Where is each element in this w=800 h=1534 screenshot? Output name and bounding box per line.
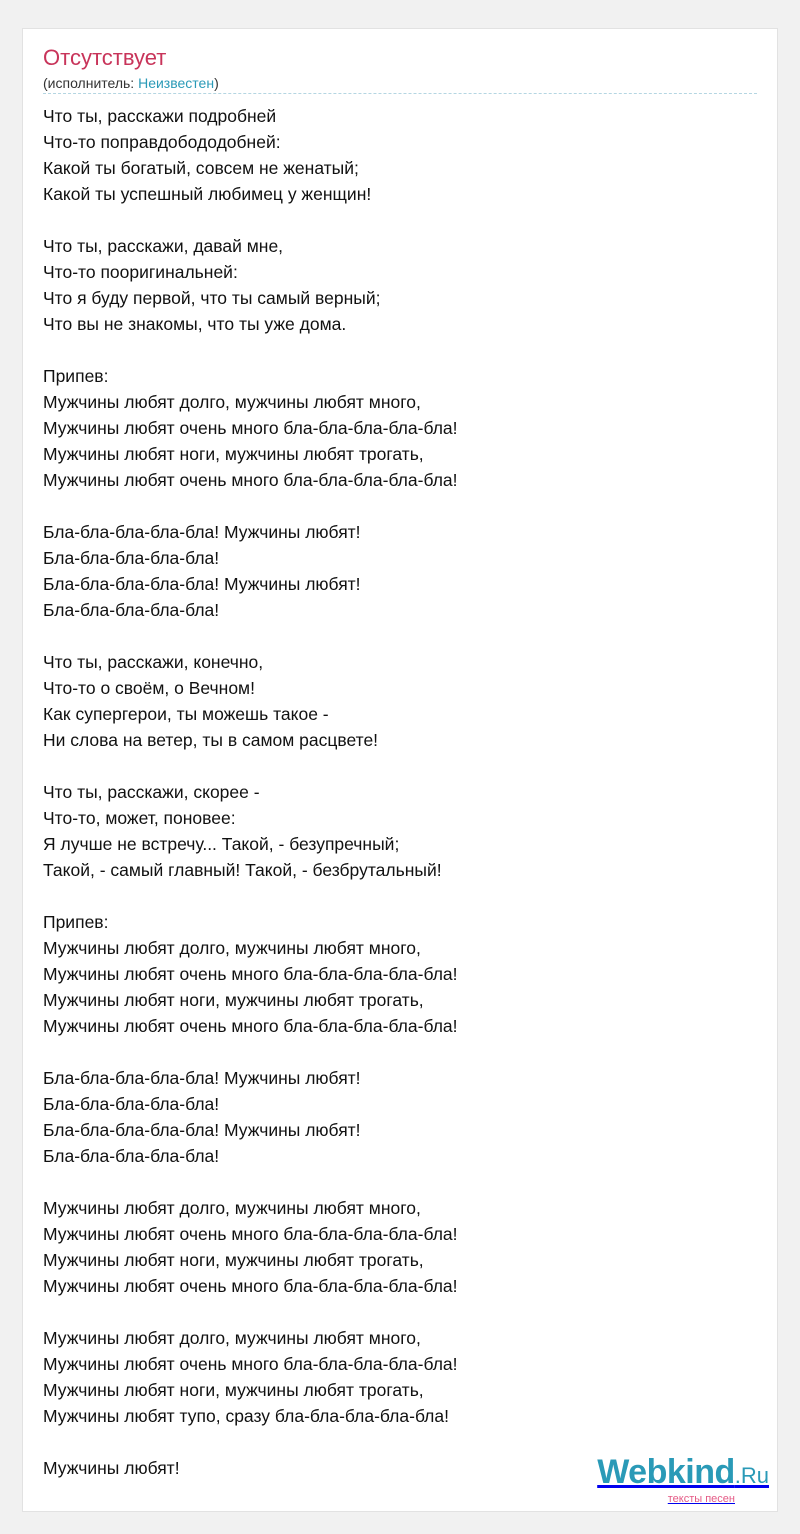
lyrics-line: Бла-бла-бла-бла-бла! bbox=[43, 600, 220, 620]
lyrics-stanza bbox=[43, 1325, 759, 1429]
lyrics-line: Мужчины любят тупо, сразу бла-бла-бла-бла-бла! bbox=[43, 1406, 449, 1426]
lyrics-line: Что ты, расскажи, конечно, bbox=[43, 652, 264, 672]
title-divider bbox=[43, 93, 757, 94]
artist-line bbox=[43, 74, 219, 92]
lyrics-line: Как супергерои, ты можешь такое - bbox=[43, 704, 329, 724]
artist-suffix: ) bbox=[214, 75, 219, 91]
lyrics-line: Что-то о своём, о Вечном! bbox=[43, 678, 255, 698]
lyrics-line: Какой ты успешный любимец у женщин! bbox=[43, 184, 372, 204]
lyrics-line: Бла-бла-бла-бла-бла! Мужчины любят! bbox=[43, 1068, 361, 1088]
logo-wordmark bbox=[579, 1455, 769, 1493]
lyrics-line: Мужчины любят очень много бла-бла-бла-бла-бла! bbox=[43, 1276, 458, 1296]
site-logo[interactable] bbox=[579, 1455, 769, 1503]
song-title: Отсутствует bbox=[43, 45, 167, 70]
lyrics-line: Мужчины любят ноги, мужчины любят трогать, bbox=[43, 990, 424, 1010]
lyrics-line: Что я буду первой, что ты самый верный; bbox=[43, 288, 381, 308]
lyrics-line: Мужчины любят ноги, мужчины любят трогать, bbox=[43, 444, 424, 464]
lyrics-line: Бла-бла-бла-бла-бла! Мужчины любят! bbox=[43, 1120, 361, 1140]
lyrics-stanza bbox=[43, 363, 759, 493]
lyrics-stanza bbox=[43, 1195, 759, 1299]
lyrics-stanza bbox=[43, 649, 759, 753]
lyrics-line: Мужчины любят долго, мужчины любят много, bbox=[43, 1328, 421, 1348]
lyrics-line: Что-то поправдобододобней: bbox=[43, 132, 281, 152]
lyrics-line: Какой ты богатый, совсем не женатый; bbox=[43, 158, 359, 178]
lyrics-line: Мужчины любят очень много бла-бла-бла-бла-бла! bbox=[43, 1016, 458, 1036]
lyrics-line: Что ты, расскажи, давай мне, bbox=[43, 236, 284, 256]
lyrics-card bbox=[22, 28, 778, 1512]
lyrics-text bbox=[43, 103, 759, 1481]
lyrics-line: Мужчины любят очень много бла-бла-бла-бла-бла! bbox=[43, 1354, 458, 1374]
lyrics-line: Что вы не знакомы, что ты уже дома. bbox=[43, 314, 347, 334]
lyrics-stanza bbox=[43, 233, 759, 337]
artist-link[interactable]: Неизвестен bbox=[138, 75, 215, 91]
lyrics-line: Что-то пооригинальней: bbox=[43, 262, 238, 282]
lyrics-stanza bbox=[43, 909, 759, 1039]
lyrics-line: Мужчины любят долго, мужчины любят много, bbox=[43, 392, 421, 412]
logo-word: Webkind bbox=[597, 1453, 735, 1491]
lyrics-line: Мужчины любят очень много бла-бла-бла-бла-бла! bbox=[43, 964, 458, 984]
lyrics-stanza bbox=[43, 1065, 759, 1169]
lyrics-line: Мужчины любят очень много бла-бла-бла-бла-бла! bbox=[43, 1224, 458, 1244]
lyrics-line: Мужчины любят долго, мужчины любят много, bbox=[43, 938, 421, 958]
lyrics-line: Что ты, расскажи подробней bbox=[43, 106, 277, 126]
lyrics-line: Припев: bbox=[43, 912, 109, 932]
lyrics-line: Бла-бла-бла-бла-бла! bbox=[43, 1094, 220, 1114]
lyrics-line: Что-то, может, поновее: bbox=[43, 808, 236, 828]
logo-tagline: тексты песен bbox=[667, 1493, 735, 1505]
lyrics-line: Бла-бла-бла-бла-бла! bbox=[43, 1146, 220, 1166]
lyrics-line: Мужчины любят очень много бла-бла-бла-бла-бла! bbox=[43, 470, 458, 490]
lyrics-line: Бла-бла-бла-бла-бла! Мужчины любят! bbox=[43, 574, 361, 594]
lyrics-line: Бла-бла-бла-бла-бла! Мужчины любят! bbox=[43, 522, 361, 542]
lyrics-stanza bbox=[43, 779, 759, 883]
lyrics-line: Ни слова на ветер, ты в самом расцвете! bbox=[43, 730, 379, 750]
logo-tld: .Ru bbox=[734, 1463, 769, 1488]
lyrics-line: Мужчины любят! bbox=[43, 1458, 180, 1478]
lyrics-line: Мужчины любят долго, мужчины любят много, bbox=[43, 1198, 421, 1218]
lyrics-line: Бла-бла-бла-бла-бла! bbox=[43, 548, 220, 568]
lyrics-line: Мужчины любят очень много бла-бла-бла-бла-бла! bbox=[43, 418, 458, 438]
lyrics-line: Припев: bbox=[43, 366, 109, 386]
lyrics-line: Я лучше не встречу... Такой, - безупречный; bbox=[43, 834, 400, 854]
lyrics-line: Мужчины любят ноги, мужчины любят трогать, bbox=[43, 1250, 424, 1270]
lyrics-stanza bbox=[43, 103, 759, 207]
lyrics-line: Мужчины любят ноги, мужчины любят трогать, bbox=[43, 1380, 424, 1400]
lyrics-stanza bbox=[43, 519, 759, 623]
lyrics-line: Такой, - самый главный! Такой, - безбрутальный! bbox=[43, 860, 442, 880]
lyrics-line: Что ты, расскажи, скорее - bbox=[43, 782, 260, 802]
artist-prefix: (исполнитель: bbox=[43, 75, 139, 91]
